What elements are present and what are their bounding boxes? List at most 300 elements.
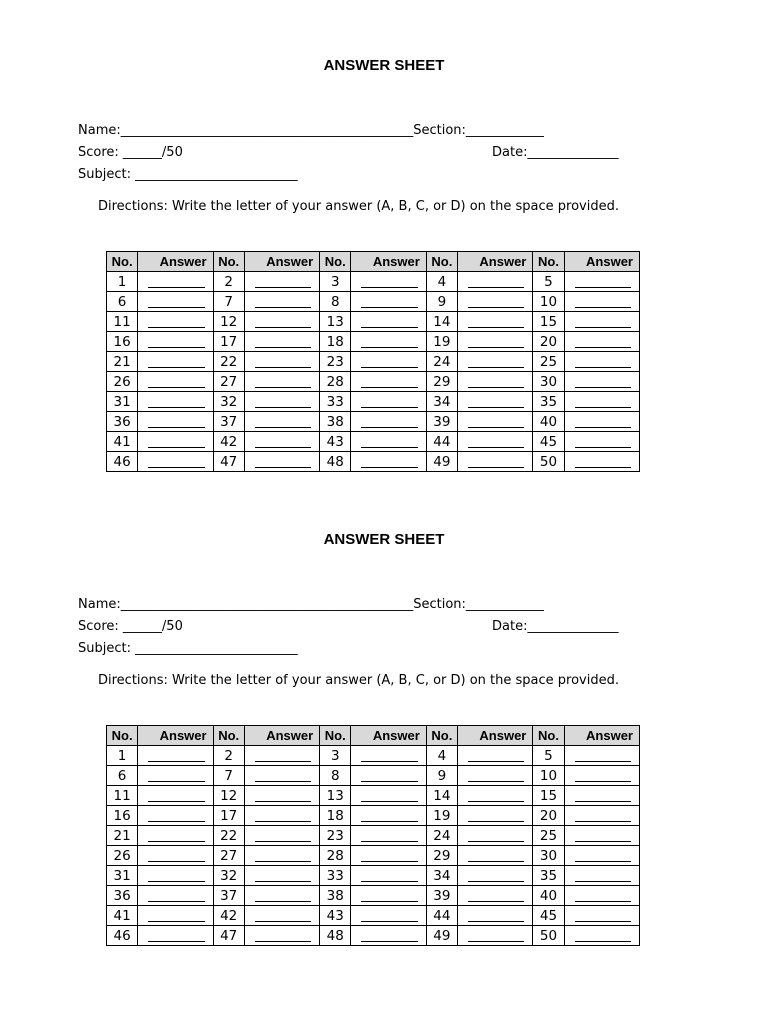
answer-blank[interactable]: [564, 272, 639, 292]
answer-underline: [255, 367, 311, 368]
answer-underline: [148, 881, 204, 882]
answer-underline: [255, 801, 311, 802]
item-number: 29: [426, 846, 457, 866]
header-answer: Answer: [351, 726, 426, 746]
answer-blank[interactable]: [564, 452, 639, 472]
header-no: No.: [107, 252, 138, 272]
answer-blank[interactable]: [244, 312, 319, 332]
answer-underline: [361, 347, 417, 348]
answer-blank[interactable]: [351, 886, 426, 906]
answer-underline: [255, 821, 311, 822]
answer-underline: [575, 287, 631, 288]
answer-underline: [468, 407, 524, 408]
answer-underline: [361, 467, 417, 468]
answer-blank[interactable]: [244, 906, 319, 926]
item-number: 46: [107, 452, 138, 472]
header-no: No.: [533, 252, 564, 272]
answer-underline: [255, 921, 311, 922]
sheet-title: ANSWER SHEET: [323, 531, 445, 548]
table-row: [107, 866, 640, 886]
answer-blank[interactable]: [138, 312, 213, 332]
answer-blank[interactable]: [457, 332, 532, 352]
table-row: [107, 452, 640, 472]
subject-line: Subject: _________________________: [78, 167, 298, 182]
answer-underline: [575, 387, 631, 388]
answer-underline: [148, 761, 204, 762]
item-number: 19: [426, 806, 457, 826]
answer-blank[interactable]: [138, 926, 213, 946]
item-number: 20: [533, 806, 564, 826]
answer-blank[interactable]: [138, 906, 213, 926]
answer-underline: [468, 387, 524, 388]
answer-blank[interactable]: [351, 926, 426, 946]
answer-underline: [468, 761, 524, 762]
item-number: 35: [533, 392, 564, 412]
answer-blank[interactable]: [564, 352, 639, 372]
item-number: 49: [426, 926, 457, 946]
answer-underline: [255, 901, 311, 902]
item-number: 40: [533, 412, 564, 432]
item-number: 29: [426, 372, 457, 392]
answer-blank[interactable]: [457, 846, 532, 866]
header-answer: Answer: [564, 252, 639, 272]
answer-underline: [575, 761, 631, 762]
answer-underline: [255, 287, 311, 288]
item-number: 49: [426, 452, 457, 472]
answer-blank[interactable]: [351, 766, 426, 786]
item-number: 30: [533, 846, 564, 866]
answer-blank[interactable]: [564, 332, 639, 352]
answer-underline: [361, 821, 417, 822]
answer-blank[interactable]: [351, 866, 426, 886]
answer-underline: [468, 327, 524, 328]
item-number: 35: [533, 866, 564, 886]
answer-blank[interactable]: [138, 272, 213, 292]
item-number: 22: [213, 352, 244, 372]
item-number: 21: [107, 826, 138, 846]
answer-blank[interactable]: [564, 412, 639, 432]
answer-underline: [148, 387, 204, 388]
answer-underline: [148, 447, 204, 448]
answer-blank[interactable]: [351, 786, 426, 806]
answer-blank[interactable]: [457, 452, 532, 472]
item-number: 38: [320, 886, 351, 906]
answer-blank[interactable]: [244, 786, 319, 806]
answer-blank[interactable]: [244, 926, 319, 946]
answer-blank[interactable]: [138, 332, 213, 352]
item-number: 37: [213, 412, 244, 432]
answer-underline: [468, 447, 524, 448]
item-number: 34: [426, 866, 457, 886]
answer-blank[interactable]: [457, 886, 532, 906]
item-number: 21: [107, 352, 138, 372]
answer-underline: [361, 901, 417, 902]
answer-underline: [255, 427, 311, 428]
table-row: [107, 746, 640, 766]
answer-underline: [255, 761, 311, 762]
answer-blank[interactable]: [457, 412, 532, 432]
answer-underline: [361, 367, 417, 368]
item-number: 27: [213, 846, 244, 866]
answer-blank[interactable]: [351, 826, 426, 846]
table-row: [107, 372, 640, 392]
sheet-title: ANSWER SHEET: [323, 57, 445, 74]
header-answer: Answer: [244, 726, 319, 746]
item-number: 47: [213, 926, 244, 946]
item-number: 1: [107, 746, 138, 766]
item-number: 19: [426, 332, 457, 352]
answer-blank[interactable]: [244, 292, 319, 312]
answer-blank[interactable]: [457, 392, 532, 412]
item-number: 26: [107, 846, 138, 866]
answer-blank[interactable]: [351, 372, 426, 392]
answer-underline: [361, 781, 417, 782]
answer-blank[interactable]: [138, 432, 213, 452]
item-number: 18: [320, 332, 351, 352]
answer-blank[interactable]: [244, 432, 319, 452]
answer-underline: [575, 327, 631, 328]
answer-underline: [361, 801, 417, 802]
answer-underline: [148, 841, 204, 842]
answer-underline: [361, 447, 417, 448]
answer-blank[interactable]: [457, 826, 532, 846]
header-answer: Answer: [138, 726, 213, 746]
answer-underline: [361, 861, 417, 862]
subject-line: Subject: _________________________: [78, 641, 298, 656]
table-row: [107, 272, 640, 292]
item-number: 15: [533, 312, 564, 332]
answer-blank[interactable]: [138, 392, 213, 412]
directions-text: Directions: Write the letter of your answer (A, B, C, or D) on the space provided.: [98, 199, 619, 214]
answer-blank[interactable]: [351, 746, 426, 766]
answer-blank[interactable]: [138, 826, 213, 846]
item-number: 23: [320, 826, 351, 846]
answer-blank[interactable]: [351, 352, 426, 372]
item-number: 33: [320, 392, 351, 412]
answer-underline: [575, 427, 631, 428]
answer-underline: [361, 307, 417, 308]
answer-underline: [575, 367, 631, 368]
answer-blank[interactable]: [138, 886, 213, 906]
answer-blank[interactable]: [138, 746, 213, 766]
item-number: 11: [107, 312, 138, 332]
answer-blank[interactable]: [564, 766, 639, 786]
answer-blank[interactable]: [351, 846, 426, 866]
answer-underline: [575, 881, 631, 882]
item-number: 27: [213, 372, 244, 392]
answer-blank[interactable]: [457, 292, 532, 312]
answer-sheet-2: [0, 474, 768, 948]
item-number: 50: [533, 926, 564, 946]
item-number: 9: [426, 292, 457, 312]
answer-underline: [255, 881, 311, 882]
item-number: 4: [426, 746, 457, 766]
answer-blank[interactable]: [564, 786, 639, 806]
answer-blank[interactable]: [244, 846, 319, 866]
answer-underline: [148, 367, 204, 368]
answer-underline: [255, 781, 311, 782]
table-row: [107, 352, 640, 372]
answer-blank[interactable]: [457, 352, 532, 372]
answer-underline: [468, 821, 524, 822]
answer-blank[interactable]: [138, 292, 213, 312]
answer-blank[interactable]: [351, 272, 426, 292]
item-number: 25: [533, 826, 564, 846]
answer-underline: [255, 861, 311, 862]
item-number: 10: [533, 766, 564, 786]
answer-blank[interactable]: [351, 332, 426, 352]
header-no: No.: [320, 726, 351, 746]
answer-underline: [361, 941, 417, 942]
item-number: 8: [320, 292, 351, 312]
header-no: No.: [426, 726, 457, 746]
answer-blank[interactable]: [564, 746, 639, 766]
item-number: 31: [107, 866, 138, 886]
answer-blank[interactable]: [138, 786, 213, 806]
item-number: 39: [426, 886, 457, 906]
answer-underline: [148, 307, 204, 308]
answer-blank[interactable]: [564, 886, 639, 906]
answer-underline: [468, 287, 524, 288]
header-answer: Answer: [457, 252, 532, 272]
answer-underline: [255, 407, 311, 408]
answer-blank[interactable]: [244, 746, 319, 766]
answer-underline: [148, 407, 204, 408]
answer-blank[interactable]: [564, 432, 639, 452]
item-number: 30: [533, 372, 564, 392]
answer-blank[interactable]: [138, 352, 213, 372]
item-number: 39: [426, 412, 457, 432]
table-row: [107, 926, 640, 946]
answer-blank[interactable]: [564, 826, 639, 846]
answer-blank[interactable]: [564, 292, 639, 312]
table-row: [107, 826, 640, 846]
answer-blank[interactable]: [457, 906, 532, 926]
answer-blank[interactable]: [564, 866, 639, 886]
answer-underline: [575, 467, 631, 468]
item-number: 38: [320, 412, 351, 432]
item-number: 7: [213, 292, 244, 312]
answer-blank[interactable]: [564, 906, 639, 926]
header-no: No.: [107, 726, 138, 746]
item-number: 15: [533, 786, 564, 806]
answer-blank[interactable]: [138, 412, 213, 432]
answer-sheet-1: [0, 0, 768, 474]
item-number: 45: [533, 906, 564, 926]
item-number: 47: [213, 452, 244, 472]
answer-blank[interactable]: [457, 926, 532, 946]
answer-blank[interactable]: [457, 432, 532, 452]
answer-blank[interactable]: [351, 906, 426, 926]
answer-blank[interactable]: [351, 392, 426, 412]
answer-blank[interactable]: [457, 766, 532, 786]
answer-underline: [575, 841, 631, 842]
table-row: [107, 906, 640, 926]
item-number: 16: [107, 332, 138, 352]
answer-blank[interactable]: [351, 452, 426, 472]
answer-table: [106, 725, 640, 946]
answer-underline: [361, 881, 417, 882]
item-number: 14: [426, 786, 457, 806]
item-number: 41: [107, 906, 138, 926]
answer-blank[interactable]: [138, 846, 213, 866]
item-number: 17: [213, 332, 244, 352]
answer-blank[interactable]: [138, 372, 213, 392]
answer-underline: [148, 427, 204, 428]
answer-blank[interactable]: [244, 766, 319, 786]
answer-underline: [255, 841, 311, 842]
answer-blank[interactable]: [564, 806, 639, 826]
answer-underline: [575, 801, 631, 802]
table-row: [107, 846, 640, 866]
answer-blank[interactable]: [138, 866, 213, 886]
answer-blank[interactable]: [457, 312, 532, 332]
answer-blank[interactable]: [244, 352, 319, 372]
answer-blank[interactable]: [457, 786, 532, 806]
answer-blank[interactable]: [457, 746, 532, 766]
item-number: 24: [426, 352, 457, 372]
item-number: 16: [107, 806, 138, 826]
table-row: [107, 432, 640, 452]
answer-blank[interactable]: [564, 926, 639, 946]
item-number: 24: [426, 826, 457, 846]
answer-underline: [148, 861, 204, 862]
item-number: 13: [320, 312, 351, 332]
answer-blank[interactable]: [138, 806, 213, 826]
answer-underline: [148, 347, 204, 348]
answer-blank[interactable]: [564, 392, 639, 412]
answer-blank[interactable]: [351, 412, 426, 432]
item-number: 32: [213, 392, 244, 412]
answer-underline: [575, 901, 631, 902]
answer-blank[interactable]: [244, 272, 319, 292]
item-number: 46: [107, 926, 138, 946]
answer-underline: [361, 287, 417, 288]
answer-underline: [255, 307, 311, 308]
item-number: 17: [213, 806, 244, 826]
answer-blank[interactable]: [244, 332, 319, 352]
answer-blank[interactable]: [457, 272, 532, 292]
table-row: [107, 886, 640, 906]
answer-underline: [575, 861, 631, 862]
answer-underline: [148, 467, 204, 468]
answer-blank[interactable]: [351, 806, 426, 826]
table-row: [107, 806, 640, 826]
answer-underline: [468, 427, 524, 428]
answer-blank[interactable]: [244, 826, 319, 846]
answer-blank[interactable]: [564, 312, 639, 332]
answer-blank[interactable]: [351, 292, 426, 312]
answer-blank[interactable]: [244, 412, 319, 432]
answer-blank[interactable]: [244, 392, 319, 412]
answer-underline: [361, 921, 417, 922]
answer-blank[interactable]: [244, 866, 319, 886]
item-number: 43: [320, 432, 351, 452]
item-number: 44: [426, 432, 457, 452]
answer-underline: [575, 447, 631, 448]
answer-blank[interactable]: [244, 886, 319, 906]
answer-underline: [575, 821, 631, 822]
item-number: 6: [107, 766, 138, 786]
answer-blank[interactable]: [351, 312, 426, 332]
answer-blank[interactable]: [564, 372, 639, 392]
answer-underline: [255, 387, 311, 388]
name-section-line: Name:_____________________________________________Section:____________: [78, 597, 544, 612]
item-number: 1: [107, 272, 138, 292]
item-number: 12: [213, 312, 244, 332]
answer-underline: [575, 347, 631, 348]
table-row: [107, 786, 640, 806]
answer-blank[interactable]: [244, 452, 319, 472]
item-number: 5: [533, 272, 564, 292]
answer-underline: [361, 427, 417, 428]
item-number: 40: [533, 886, 564, 906]
item-number: 4: [426, 272, 457, 292]
header-no: No.: [320, 252, 351, 272]
item-number: 50: [533, 452, 564, 472]
answer-underline: [575, 407, 631, 408]
answer-blank[interactable]: [244, 372, 319, 392]
answer-underline: [575, 781, 631, 782]
answer-underline: [361, 841, 417, 842]
item-number: 26: [107, 372, 138, 392]
item-number: 2: [213, 272, 244, 292]
item-number: 2: [213, 746, 244, 766]
answer-underline: [255, 327, 311, 328]
answer-underline: [468, 781, 524, 782]
table-row: [107, 292, 640, 312]
answer-underline: [255, 467, 311, 468]
item-number: 9: [426, 766, 457, 786]
answer-underline: [468, 841, 524, 842]
answer-blank[interactable]: [457, 372, 532, 392]
header-answer: Answer: [138, 252, 213, 272]
answer-underline: [361, 387, 417, 388]
item-number: 31: [107, 392, 138, 412]
answer-underline: [468, 347, 524, 348]
answer-underline: [575, 941, 631, 942]
answer-blank[interactable]: [457, 866, 532, 886]
answer-blank[interactable]: [138, 766, 213, 786]
item-number: 23: [320, 352, 351, 372]
item-number: 45: [533, 432, 564, 452]
name-section-line: Name:_____________________________________________Section:____________: [78, 123, 544, 138]
item-number: 34: [426, 392, 457, 412]
answer-blank[interactable]: [351, 432, 426, 452]
date-line: Date:______________: [492, 619, 619, 634]
item-number: 11: [107, 786, 138, 806]
score-line: Score: ______/50: [78, 145, 183, 160]
item-number: 25: [533, 352, 564, 372]
item-number: 32: [213, 866, 244, 886]
item-number: 6: [107, 292, 138, 312]
answer-underline: [255, 447, 311, 448]
directions-text: Directions: Write the letter of your answer (A, B, C, or D) on the space provided.: [98, 673, 619, 688]
item-number: 13: [320, 786, 351, 806]
answer-underline: [468, 801, 524, 802]
item-number: 12: [213, 786, 244, 806]
item-number: 5: [533, 746, 564, 766]
item-number: 36: [107, 412, 138, 432]
answer-underline: [361, 407, 417, 408]
answer-underline: [148, 901, 204, 902]
answer-blank[interactable]: [138, 452, 213, 472]
item-number: 28: [320, 372, 351, 392]
table-row: [107, 312, 640, 332]
answer-blank[interactable]: [564, 846, 639, 866]
answer-blank[interactable]: [457, 806, 532, 826]
answer-blank[interactable]: [244, 806, 319, 826]
